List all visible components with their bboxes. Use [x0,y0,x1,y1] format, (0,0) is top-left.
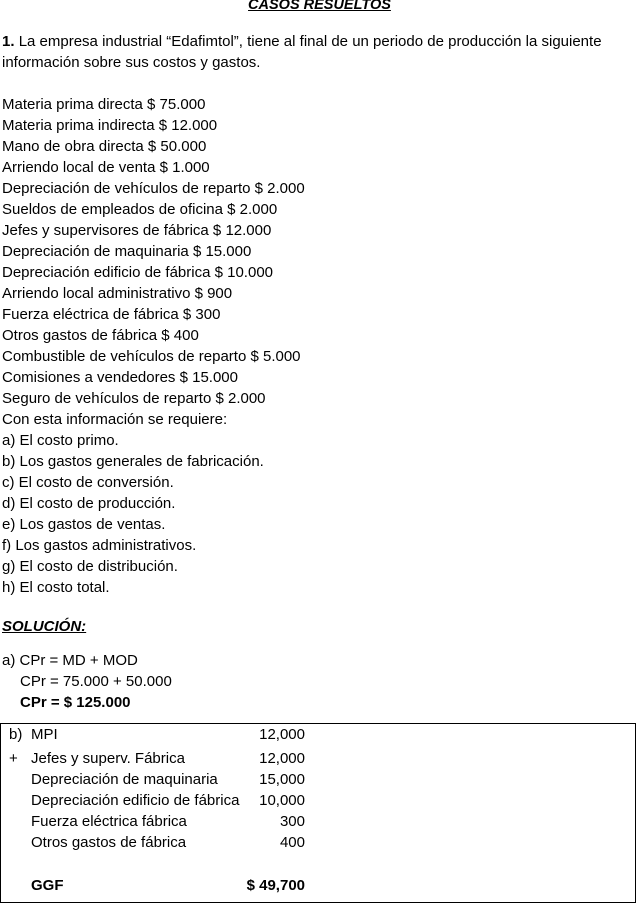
list-item: Seguro de vehículos de reparto $ 2.000 [2,390,266,407]
list-item: Materia prima directa $ 75.000 [2,96,206,113]
list-item: Arriendo local administrativo $ 900 [2,285,233,302]
list-item: Depreciación de maquinaria $ 15.000 [2,243,252,260]
solution-part-b-box [0,723,636,903]
row-value: 15,000 [259,771,305,788]
requirement-item: g) El costo de distribución. [2,558,178,575]
table-row [1,748,637,769]
row-value: 10,000 [259,792,305,809]
table-row [1,832,637,853]
row-label: Fuerza eléctrica fábrica [31,813,187,830]
requirements-intro: Con esta información se requiere: [2,411,228,428]
problem-intro [2,31,632,73]
requirement-item: h) El costo total. [2,579,110,596]
total-row [1,875,637,896]
list-item: Fuerza eléctrica de fábrica $ 300 [2,306,221,323]
cost-items-list [2,94,632,598]
row-mark: + [9,750,18,767]
table-row [1,769,637,790]
requirement-item: d) El costo de producción. [2,495,176,512]
list-item: Sueldos de empleados de oficina $ 2.000 [2,201,278,218]
requirement-item: f) Los gastos administrativos. [2,537,197,554]
table-row [1,790,637,811]
list-item: Depreciación de vehículos de reparto $ 2.000 [2,180,305,197]
row-label: Depreciación de maquinaria [31,771,218,788]
row-label: Depreciación edificio de fábrica [31,792,240,809]
list-item: Comisiones a vendedores $ 15.000 [2,369,238,386]
solution-part-a [2,650,172,713]
formula-line: CPr = 75.000 + 50.000 [20,673,172,690]
requirement-item: b) Los gastos generales de fabricación. [2,453,264,470]
row-value: 12,000 [259,750,305,767]
list-item: Mano de obra directa $ 50.000 [2,138,207,155]
formula-result: CPr = $ 125.000 [20,694,131,711]
list-item: Depreciación edificio de fábrica $ 10.000 [2,264,274,281]
requirement-item: e) Los gastos de ventas. [2,516,166,533]
problem-number: 1. [2,33,15,50]
row-value: 300 [279,813,305,830]
list-item: Otros gastos de fábrica $ 400 [2,327,199,344]
table-row [1,811,637,832]
list-item: Combustible de vehículos de reparto $ 5.000 [2,348,301,365]
solution-heading: SOLUCIÓN: [2,618,87,635]
row-value: 400 [279,834,305,851]
requirement-item: c) El costo de conversión. [2,474,174,491]
row-label: Jefes y superv. Fábrica [31,750,185,767]
row-label: MPI [31,726,58,743]
table-row [1,724,637,745]
total-value: $ 49,700 [246,877,305,894]
requirement-item: a) El costo primo. [2,432,119,449]
page-title: CASOS RESUELTOS [248,0,391,13]
row-label: Otros gastos de fábrica [31,834,187,851]
list-item: Jefes y supervisores de fábrica $ 12.000 [2,222,272,239]
problem-intro-text: La empresa industrial “Edafimtol”, tiene al final de un periodo de producción la siguiente información sobre sus costos y gastos. [2,33,602,71]
row-mark: b) [9,726,23,743]
row-value: 12,000 [259,726,305,743]
list-item: Materia prima indirecta $ 12.000 [2,117,218,134]
formula-line: a) CPr = MD + MOD [2,652,138,669]
list-item: Arriendo local de venta $ 1.000 [2,159,210,176]
total-label: GGF [31,877,64,894]
